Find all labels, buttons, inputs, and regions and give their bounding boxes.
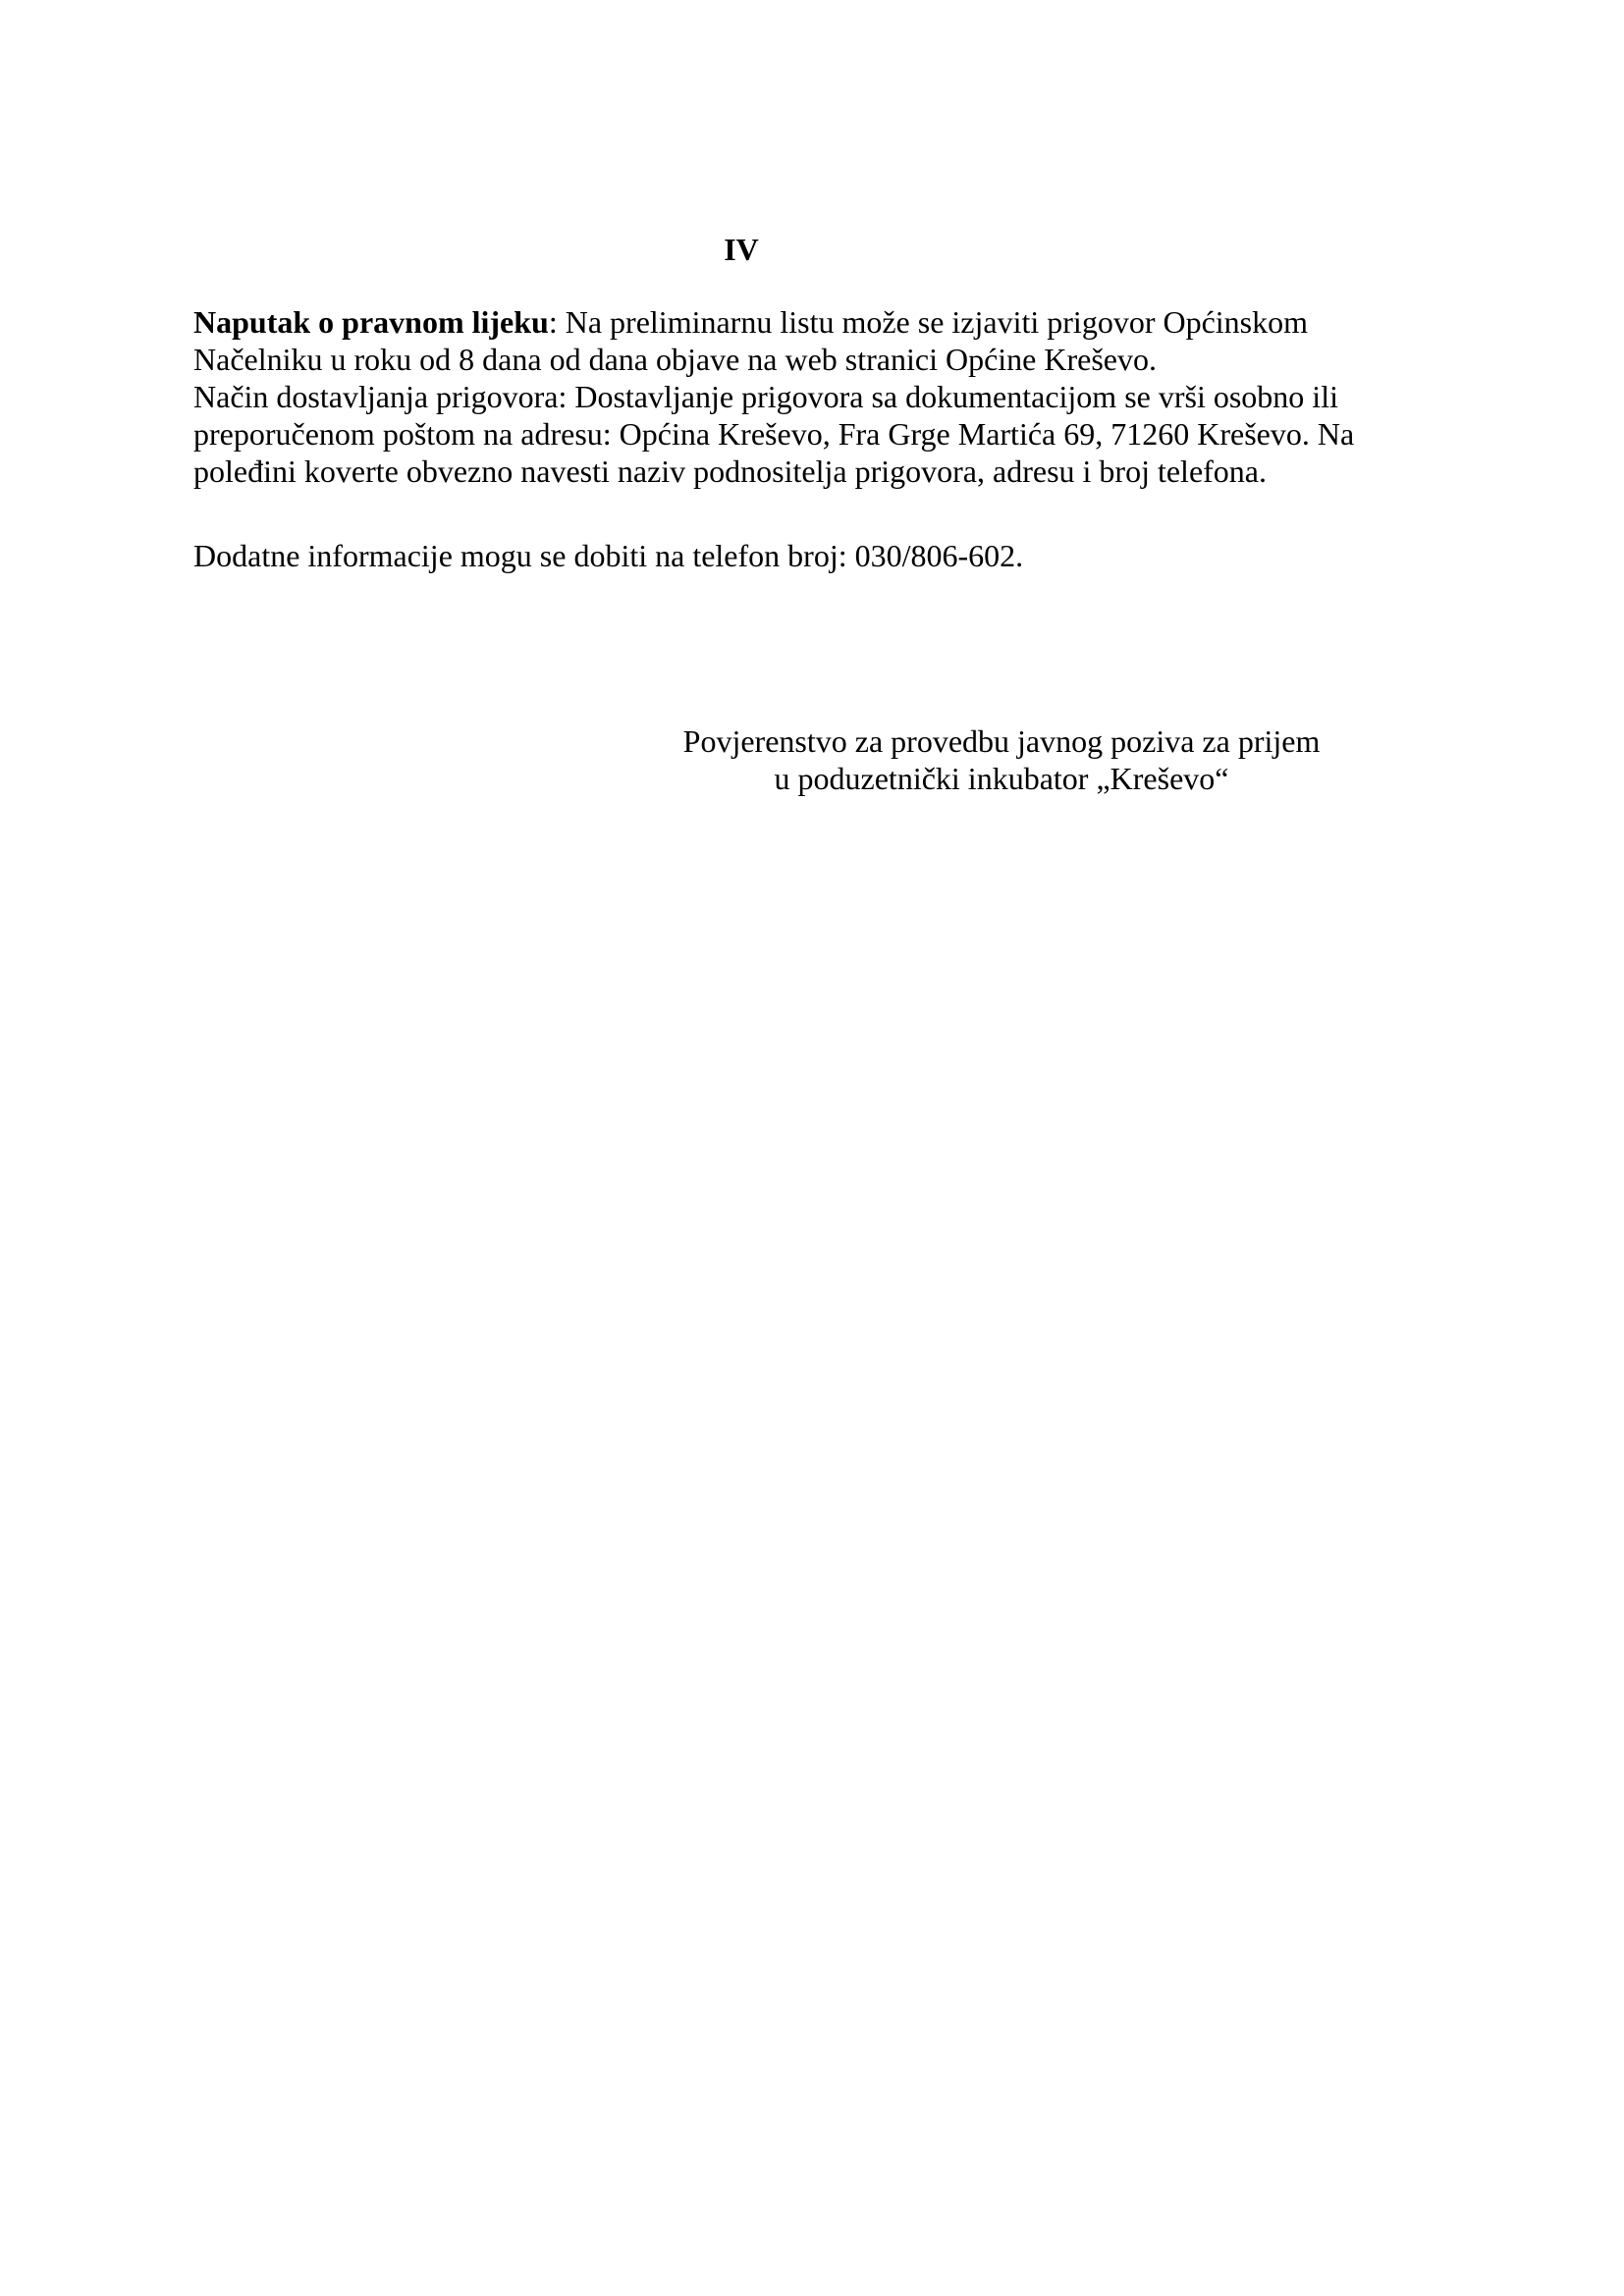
legal-remedy-line-4: preporučenom poštom na adresu: Općina Kreševo, Fra Grge Martića 69, 71260 Kreševo. Na	[193, 416, 1355, 452]
legal-remedy-line-3: Način dostavljanja prigovora: Dostavljanje prigovora sa dokumentacijom se vrši osobno ili	[193, 379, 1338, 414]
contact-info: Dodatne informacije mogu se dobiti na telefon broj: 030/806-602.	[193, 538, 1024, 573]
signature-block	[648, 722, 1355, 797]
legal-remedy-line-1-text: : Na preliminarnu listu može se izjaviti prigovor Općinskom	[548, 304, 1309, 340]
signature-line-1: Povjerenstvo za provedbu javnog poziva za prijem	[682, 723, 1321, 759]
legal-remedy-line-2: Načelniku u roku od 8 dana od dana objave na web stranici Općine Kreševo.	[193, 342, 1157, 377]
signature-line-2: u poduzetnički inkubator „Kreševo“	[774, 761, 1229, 796]
section-number: IV	[724, 232, 759, 267]
legal-remedy-line-5: poleđini koverte obvezno navesti naziv podnositelja prigovora, adresu i broj telefona.	[193, 454, 1267, 489]
legal-remedy-paragraph	[193, 303, 1440, 490]
legal-remedy-label: Naputak o pravnom lijeku	[193, 304, 549, 340]
legal-remedy-line-1	[193, 303, 1440, 341]
